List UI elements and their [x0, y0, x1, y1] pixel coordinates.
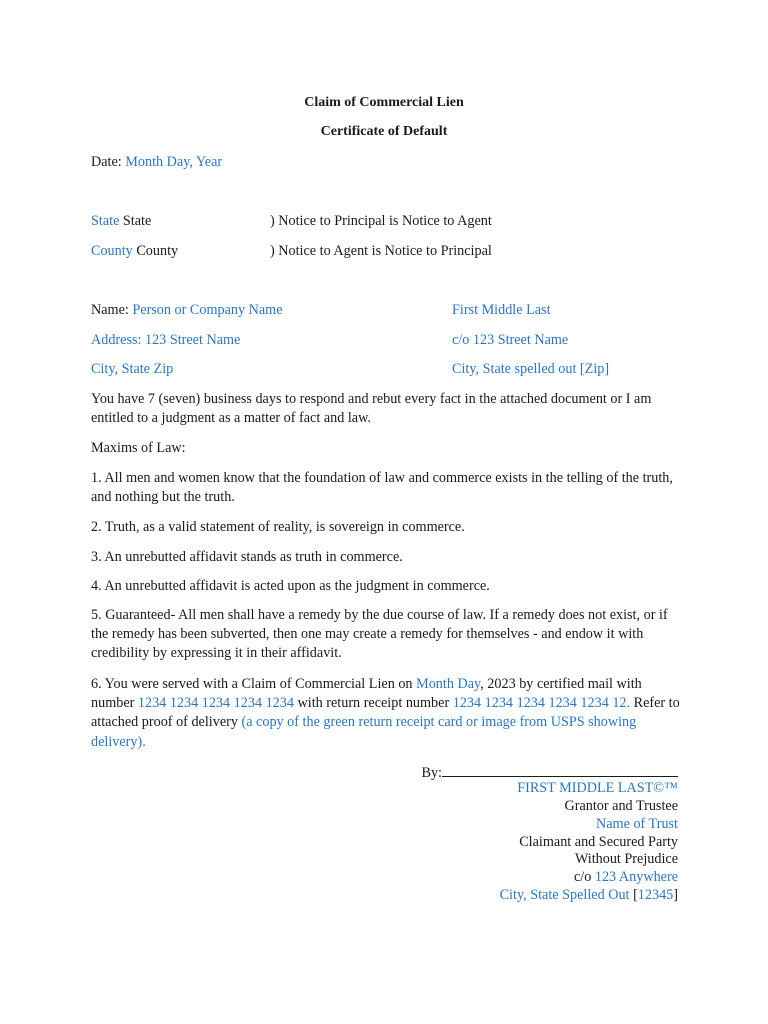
care-of-label: c/o: [573, 869, 595, 885]
by-label: By:: [421, 765, 442, 781]
signatory-address: 123 Anywhere: [594, 869, 678, 885]
claimant-address: c/o 123 Street Name: [452, 332, 569, 348]
respondent-name-line: [91, 302, 283, 319]
document-subtitle: Certificate of Default: [320, 124, 448, 139]
state-placeholder: State: [91, 213, 120, 229]
claimant-name: First Middle Last: [452, 302, 551, 318]
intro-paragraph: You have 7 (seven) business days to respond and rebut every fact in the attached document or I am entitled to a judgment as a matter of fact and law.: [91, 391, 652, 427]
maxim-item: 5. Guaranteed- All men shall have a remedy by the due course of law. If a remedy does not exist, or if the remedy has been subverted, then one may create a remedy for themselves - and endow it with credibility by expressing it in their affidavit.: [91, 607, 668, 662]
county-line: [91, 243, 178, 260]
signature-blank: [442, 762, 678, 777]
respondent-address: Address: 123 Street Name: [91, 332, 241, 348]
maxim-item: 2. Truth, as a valid statement of reality, is sovereign in commerce.: [91, 519, 465, 535]
without-prejudice: Without Prejudice: [574, 851, 678, 867]
return-receipt-number: 1234 1234 1234 1234 1234 12.: [452, 695, 631, 712]
respondent-city: City, State Zip: [91, 361, 174, 377]
date-line: [91, 154, 222, 171]
respondent-name-value: Person or Company Name: [132, 302, 283, 318]
proof-of-delivery-note: (a copy of the green return receipt card or image from USPS showing delivery).: [91, 714, 637, 750]
document-title: Claim of Commercial Lien: [304, 95, 464, 110]
date-value: Month Day, Year: [125, 154, 223, 170]
signatory-party: Claimant and Secured Party: [519, 834, 678, 850]
county-notice: ) Notice to Agent is Notice to Principal: [270, 243, 492, 259]
state-line: [91, 213, 151, 230]
signatory-address-line: [574, 869, 678, 887]
zip-open-bracket: [: [629, 887, 638, 903]
signatory-role: Grantor and Trustee: [564, 798, 678, 814]
signatory-name: FIRST MIDDLE LAST©™: [517, 780, 678, 796]
trust-name: Name of Trust: [596, 816, 678, 832]
county-placeholder: County: [91, 243, 133, 259]
state-notice: ) Notice to Principal is Notice to Agent: [270, 213, 492, 229]
certified-mail-number: 1234 1234 1234 1234 1234: [137, 695, 294, 712]
service-text-4: Refer to attached proof of delivery: [91, 695, 680, 731]
county-word: County: [136, 243, 179, 259]
claimant-city: City, State spelled out [Zip]: [452, 361, 610, 377]
maxim-item: 3. An unrebutted affidavit stands as truth in commerce.: [91, 549, 403, 565]
service-text-3: with return receipt number: [293, 695, 453, 712]
service-date: Month Day: [416, 676, 481, 692]
maxim-item: 4. An unrebutted affidavit is acted upon as the judgment in commerce.: [91, 578, 490, 594]
service-paragraph: [91, 675, 681, 752]
zip-close-bracket: ]: [673, 887, 678, 903]
signatory-city-line: [500, 887, 678, 905]
maxims-heading: Maxims of Law:: [91, 440, 186, 456]
date-label: Date:: [91, 154, 122, 170]
service-text-1: 6. You were served with a Claim of Commercial Lien on: [91, 676, 417, 692]
signatory-zip: 12345: [637, 887, 674, 903]
respondent-name-label: Name:: [91, 302, 129, 318]
signatory-city: City, State Spelled Out: [499, 887, 630, 903]
service-text-2: , 2023 by certified mail with number: [91, 676, 642, 712]
maxim-item: 1. All men and women know that the foundation of law and commerce exists in the telling of the truth, and nothing but the truth.: [91, 470, 673, 506]
state-word: State: [122, 213, 152, 229]
